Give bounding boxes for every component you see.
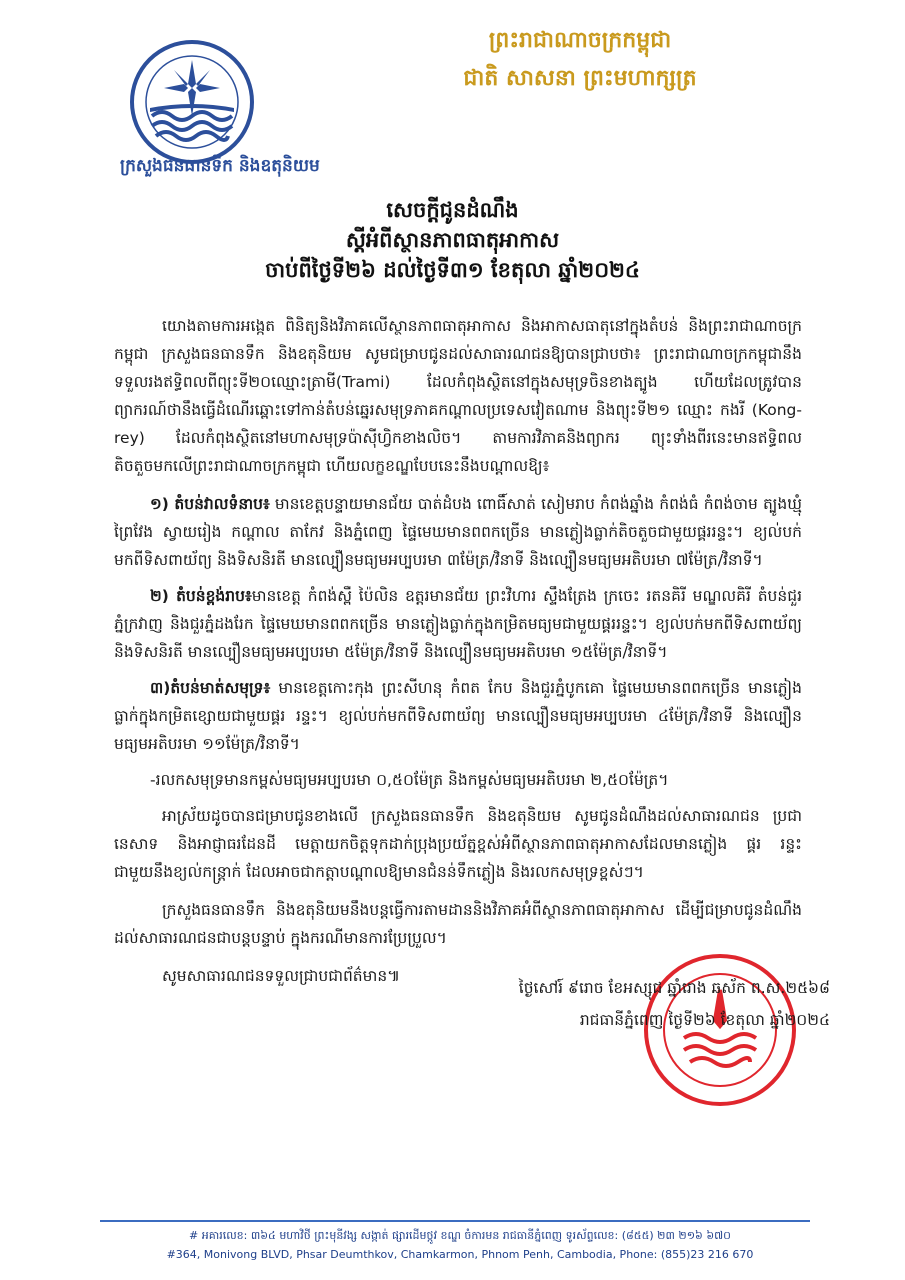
kingdom-heading bbox=[300, 22, 860, 98]
date-block bbox=[430, 972, 830, 1036]
region-2-paragraph bbox=[114, 582, 802, 666]
footer-address-english: #364, Monivong BLVD, Phsar Deumthkov, Chamkarmon, Phnom Penh, Cambodia, Phone: (855)23 216 670 bbox=[166, 1248, 754, 1261]
title-line-3: ចាប់ពីថ្ងៃទី២៦ ដល់ថ្ងៃទី៣១ ខែតុលា ឆ្នាំ២០២៤ bbox=[265, 258, 640, 282]
region-1-paragraph bbox=[114, 490, 802, 574]
solar-date: រាជធានីភ្នំពេញ ថ្ងៃទី២៦ ខែតុលា ឆ្នាំ២០២៤ bbox=[579, 1011, 830, 1029]
lunar-date: ថ្ងៃសៅរ៍ ៩រោច ខែអស្សុជ ឆ្នាំរោង ឆស័ក ព.ស.២៥៦៨ bbox=[518, 979, 830, 997]
region-1-label: ១) តំបន់វាលទំនាប៖ bbox=[150, 495, 270, 513]
document-title bbox=[120, 195, 785, 285]
title-line-1: សេចក្តីជូនដំណឹង bbox=[386, 198, 519, 222]
advice-paragraph: អាស្រ័យដូចបានជម្រាបជូនខាងលើ ក្រសួងធនធានទឹក និងឧតុនិយម សូមជូនដំណឹងដល់សាធារណជន ប្រជានេសាទ និងអាជ្ញាធរដែនដី មេត្តាយកចិត្តទុកដាក់ប្រុងប្រយ័ត្នខ្ពស់អំពីស្ថានភាពធាតុអាកាសដែលមានភ្លៀង ផ្គរ រន្ទះ ជាមួយនឹងខ្យល់កន្ត្រាក់ ដែលអាចជាកត្តាបណ្តាលឱ្យមានជំនន់ទឹកភ្លៀង និងរលកសមុទ្រខ្ពស់ៗ។ bbox=[114, 807, 802, 881]
region-3-text: មានខេត្តកោះកុង ព្រះសីហនុ កំពត កែប និងជួរភ្នំបូកគោ ផ្ទៃមេឃមានពពកច្រើន មានភ្លៀងធ្លាក់ក្នុងកម្រិតខ្សោយជាមួយផ្គរ រន្ទះ។ ខ្យល់បក់មកពីទិសពាយ័ព្យ មានល្បឿនមធ្យមអប្បបរមា ៤ម៉ែត្រ/វិនាទី និងល្បឿនមធ្យមអតិបរមា ១១ម៉ែត្រ/វិនាទី។ bbox=[114, 679, 802, 753]
intro-paragraph: យោងតាមការអង្កេត ពិនិត្យនិងវិភាគលើស្ថានភាពធាតុអាកាស និងអាកាសធាតុនៅក្នុងតំបន់ និងព្រះរាជាណាចក្រកម្ពុជា ក្រសួងធនធានទឹក និងឧតុនិយម សូមជម្រាបជូនដល់សាធារណជនឱ្យបានជ្រាបថា៖ ព្រះរាជាណាចក្រកម្ពុជានឹងទទួលរងឥទ្ធិពលពីព្យុះទី២០ឈ្មោះត្រាមី(Trami) ដែលកំពុងស្ថិតនៅក្នុងសមុទ្រចិនខាងត្បូង ហើយដែលត្រូវបានព្យាករណ៍ថានឹងធ្វើដំណើរឆ្ពោះទៅកាន់តំបន់ឆ្នេរសមុទ្រភាគកណ្តាលប្រទេសវៀតណាម និងព្យុះទី២១ ឈ្មោះ កងរី (Kong-rey) ដែលកំពុងស្ថិតនៅមហាសមុទ្រប៉ាស៊ីហ្វិកខាងលិច។ តាមការវិភាគនិងព្យាករ ព្យុះទាំងពីរនេះមានឥទ្ធិពលតិចតួចមកលើព្រះរាជាណាចក្រកម្ពុជា ហើយលក្ខខណ្ឌបែបនេះនឹងបណ្តាលឱ្យ៖ bbox=[114, 317, 802, 475]
region-2-label: ២) តំបន់ខ្ពង់រាប៖ bbox=[150, 587, 252, 605]
ministry-name: ក្រសួងធនធានទឹក និងឧតុនិយម bbox=[120, 156, 320, 176]
region-3-label: ៣)តំបន់មាត់សមុទ្រ៖ bbox=[150, 679, 271, 697]
region-3-paragraph bbox=[114, 674, 802, 758]
title-line-2: ស្តីអំពីស្ថានភាពធាតុអាកាស bbox=[345, 228, 560, 252]
ministry-logo bbox=[128, 38, 256, 166]
monitoring-paragraph: ក្រសួងធនធានទឹក និងឧតុនិយមនឹងបន្តធ្វើការតាមដាននិងវិភាគអំពីស្ថានភាពធាតុអាកាស ដើម្បីជម្រាបជូនដំណឹងដល់សាធារណជនជាបន្តបន្ទាប់ ក្នុងករណីមានការប្រែប្រួល។ bbox=[114, 901, 802, 947]
footer-divider bbox=[100, 1220, 810, 1222]
kingdom-line-2: ជាតិ សាសនា ព្រះមហាក្សត្រ bbox=[463, 66, 697, 91]
region-2-text: មានខេត្ត កំពង់ស្ពឺ ប៉ៃលិន ឧត្តរមានជ័យ ព្រះវិហារ ស្ទឹងត្រែង ក្រចេះ រតនគិរី មណ្ឌលគិរី តំបន់ជួរភ្នំក្រវាញ និងជួរភ្នំដងរែក ផ្ទៃមេឃមានពពកច្រើន មានភ្លៀងធ្លាក់ក្នុងកម្រិតមធ្យមជាមួយផ្គររន្ទះ។ ខ្យល់បក់មកពីទិសពាយ័ព្យ និងទិសនិរតី មានល្បឿនមធ្យមអប្បបរមា ៥ម៉ែត្រ/វិនាទី និងល្បឿនមធ្យមអតិបរមា ១៥ម៉ែត្រ/វិនាទី។ bbox=[114, 587, 802, 661]
footer-address bbox=[80, 1226, 840, 1264]
footer-address-khmer: # អគារលេខ: ៣៦៤ មហាវិថី ព្រះមុនីវង្ស សង្កាត់ ផ្សារដើមថ្កូវ ខណ្ឌ ចំការមន រាជធានីភ្នំពេញ ទូរស័ព្ទលេខ: (៨៥៥) ២៣ ២១៦ ៦៧០ bbox=[189, 1229, 731, 1242]
region-1-text: មានខេត្តបន្ទាយមានជ័យ បាត់ដំបង ពោធិ៍សាត់ សៀមរាប កំពង់ឆ្នាំង កំពង់ធំ កំពង់ចាម ត្បូងឃ្មុំ ព្រៃវែង ស្វាយរៀង កណ្តាល តាកែវ និងភ្នំពេញ ផ្ទៃមេឃមានពពកច្រើន មានភ្លៀងធ្លាក់តិចតួចជាមួយផ្គររន្ទះ។ ខ្យល់បក់មកពីទិសពាយ័ព្យ និងទិសនិរតី មានល្បឿនមធ្យមអប្បបរមា ៣ម៉ែត្រ/វិនាទី និងល្បឿនមធ្យមអតិបរមា ៧ម៉ែត្រ/វិនាទី។ bbox=[114, 495, 802, 569]
kingdom-line-1: ព្រះរាជាណាចក្រកម្ពុជា bbox=[488, 28, 672, 53]
document-body bbox=[114, 312, 802, 1000]
waves-paragraph: -រលកសមុទ្រមានកម្ពស់មធ្យមអប្បបរមា ០,៥០ម៉ែត្រ និងកម្ពស់មធ្យមអតិបរមា ២,៥០ម៉ែត្រ។ bbox=[150, 771, 669, 789]
closing-paragraph: សូមសាធារណជនទទួលជ្រាបជាព័ត៌មាន៕ bbox=[162, 967, 401, 985]
